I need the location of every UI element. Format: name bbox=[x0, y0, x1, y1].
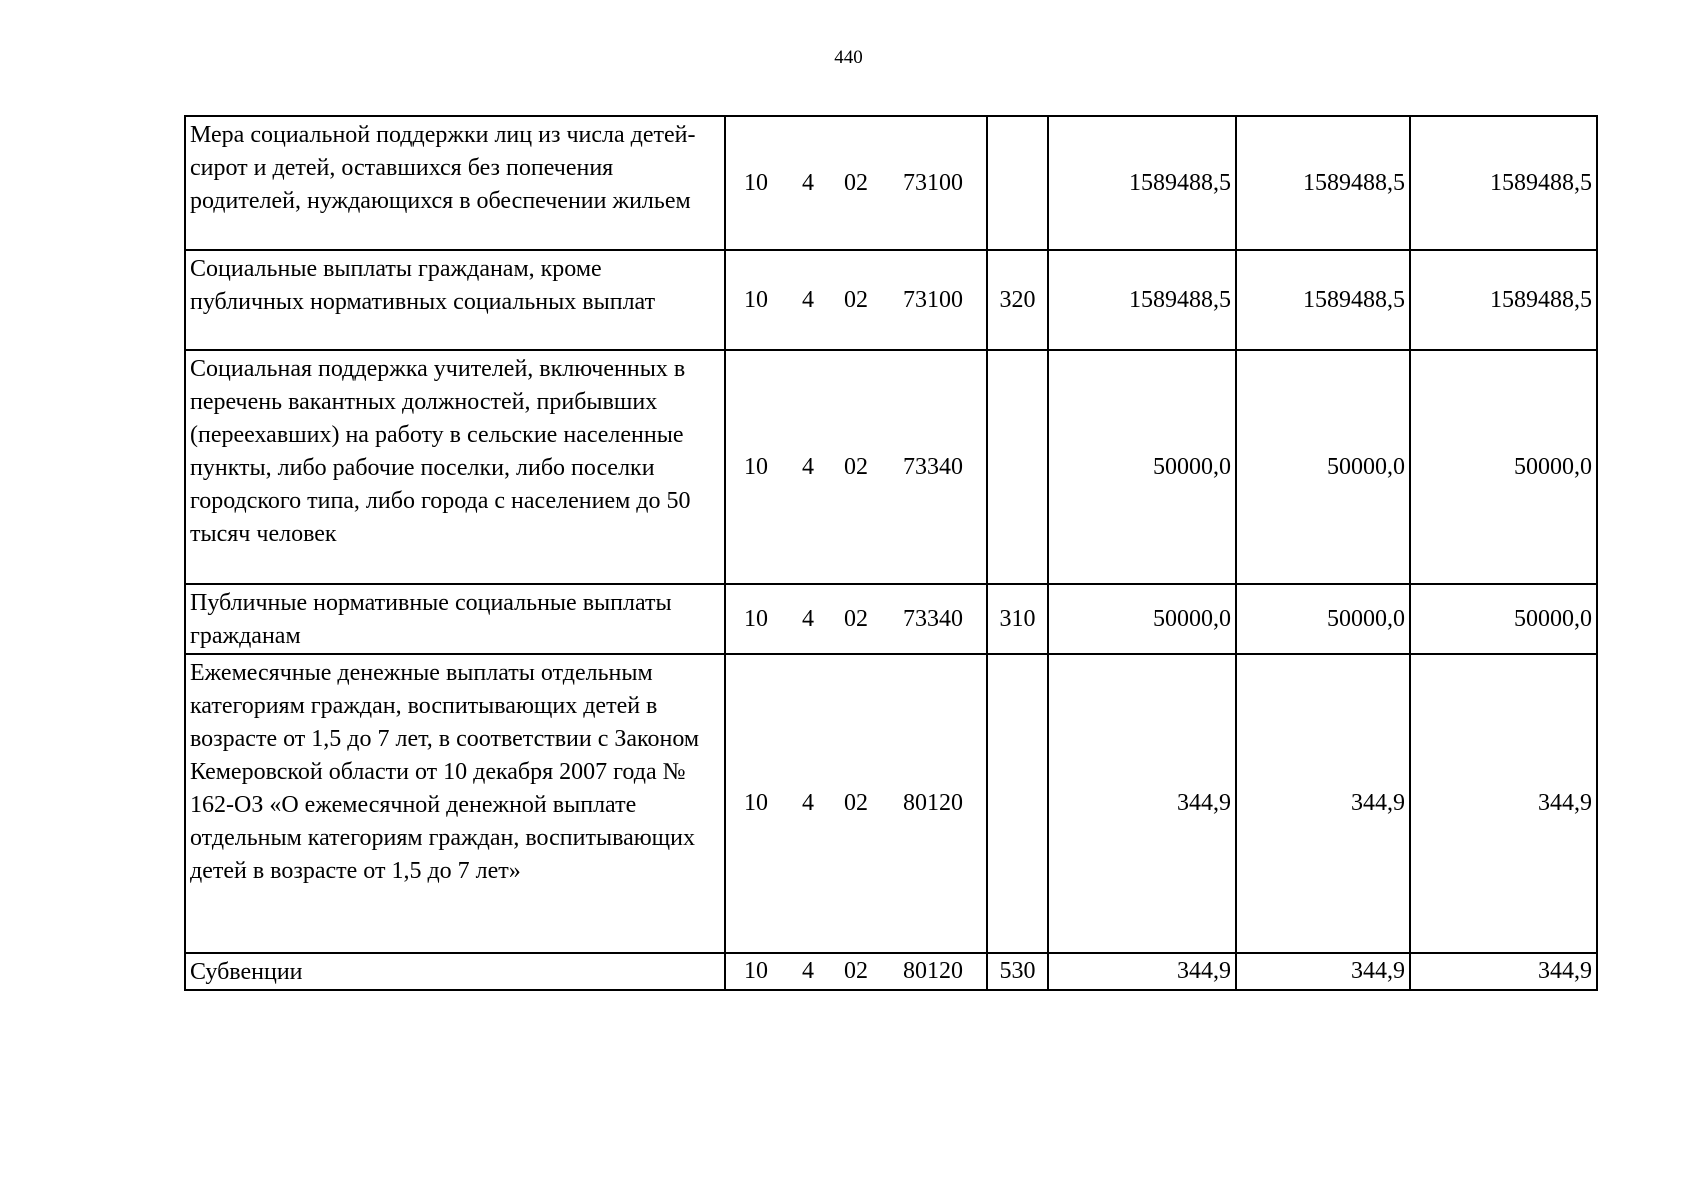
program-code: 4 bbox=[802, 605, 814, 632]
expense-kind: 320 bbox=[987, 250, 1048, 350]
amount-1: 1589488,5 bbox=[1048, 116, 1236, 250]
row-codes bbox=[725, 584, 987, 654]
subprogram-code: 02 bbox=[844, 286, 868, 313]
table-row bbox=[185, 584, 1597, 654]
section-code: 10 bbox=[744, 958, 768, 984]
section-code: 10 bbox=[744, 169, 768, 196]
section-code: 10 bbox=[744, 790, 768, 816]
subprogram-code: 02 bbox=[844, 605, 868, 632]
row-name: Мера социальной поддержки лиц из числа детей-сирот и детей, оставшихся без попечения родителей, нуждающихся в обеспечении жильем bbox=[185, 116, 725, 250]
table-row bbox=[185, 116, 1597, 250]
program-code: 4 bbox=[802, 169, 814, 196]
direction-code: 73100 bbox=[903, 169, 963, 196]
row-name: Субвенции bbox=[185, 953, 725, 990]
direction-code: 80120 bbox=[903, 958, 963, 984]
amount-1: 344,9 bbox=[1048, 953, 1236, 990]
row-codes bbox=[725, 654, 987, 953]
section-code: 10 bbox=[744, 286, 768, 313]
amount-1: 50000,0 bbox=[1048, 350, 1236, 584]
section-code: 10 bbox=[744, 605, 768, 632]
subprogram-code: 02 bbox=[844, 453, 868, 480]
subprogram-code: 02 bbox=[844, 790, 868, 816]
amount-1: 344,9 bbox=[1048, 654, 1236, 953]
table-row bbox=[185, 350, 1597, 584]
row-codes bbox=[725, 350, 987, 584]
amount-3: 344,9 bbox=[1410, 654, 1597, 953]
budget-table bbox=[184, 115, 1598, 991]
subprogram-code: 02 bbox=[844, 169, 868, 196]
amount-2: 1589488,5 bbox=[1236, 250, 1410, 350]
program-code: 4 bbox=[802, 453, 814, 480]
program-code: 4 bbox=[802, 286, 814, 313]
table-row bbox=[185, 953, 1597, 990]
amount-2: 344,9 bbox=[1236, 953, 1410, 990]
direction-code: 73340 bbox=[903, 453, 963, 480]
page-number: 440 bbox=[834, 47, 863, 68]
table-row bbox=[185, 654, 1597, 953]
amount-3: 1589488,5 bbox=[1410, 250, 1597, 350]
amount-3: 344,9 bbox=[1410, 953, 1597, 990]
direction-code: 73340 bbox=[903, 605, 963, 632]
amount-3: 1589488,5 bbox=[1410, 116, 1597, 250]
row-codes bbox=[725, 250, 987, 350]
table-row bbox=[185, 250, 1597, 350]
section-code: 10 bbox=[744, 453, 768, 480]
direction-code: 80120 bbox=[903, 790, 963, 816]
expense-kind: 530 bbox=[987, 953, 1048, 990]
program-code: 4 bbox=[802, 790, 814, 816]
amount-2: 1589488,5 bbox=[1236, 116, 1410, 250]
amount-2: 50000,0 bbox=[1236, 350, 1410, 584]
row-name: Ежемесячные денежные выплаты отдельным категориям граждан, воспитывающих детей в возрасте от 1,5 до 7 лет, в соответствии с Законом Кемеровской области от 10 декабря 2007 года № 162-ОЗ «О ежемесячной денежной выплате отдельным категориям граждан, воспитывающих детей в возрасте от 1,5 до 7 лет» bbox=[185, 654, 725, 953]
expense-kind bbox=[987, 116, 1048, 250]
expense-kind bbox=[987, 350, 1048, 584]
expense-kind bbox=[987, 654, 1048, 953]
direction-code: 73100 bbox=[903, 286, 963, 313]
row-name: Социальная поддержка учителей, включенных в перечень вакантных должностей, прибывших (переехавших) на работу в сельские населенные пункты, либо рабочие поселки, либо поселки городского типа, либо города с населением до 50 тысяч человек bbox=[185, 350, 725, 584]
amount-3: 50000,0 bbox=[1410, 350, 1597, 584]
program-code: 4 bbox=[802, 958, 814, 984]
row-codes bbox=[725, 953, 987, 990]
amount-2: 50000,0 bbox=[1236, 584, 1410, 654]
row-codes bbox=[725, 116, 987, 250]
row-name: Публичные нормативные социальные выплаты гражданам bbox=[185, 584, 725, 654]
expense-kind: 310 bbox=[987, 584, 1048, 654]
row-name: Социальные выплаты гражданам, кроме публичных нормативных социальных выплат bbox=[185, 250, 725, 350]
amount-2: 344,9 bbox=[1236, 654, 1410, 953]
subprogram-code: 02 bbox=[844, 958, 868, 984]
amount-3: 50000,0 bbox=[1410, 584, 1597, 654]
amount-1: 1589488,5 bbox=[1048, 250, 1236, 350]
amount-1: 50000,0 bbox=[1048, 584, 1236, 654]
